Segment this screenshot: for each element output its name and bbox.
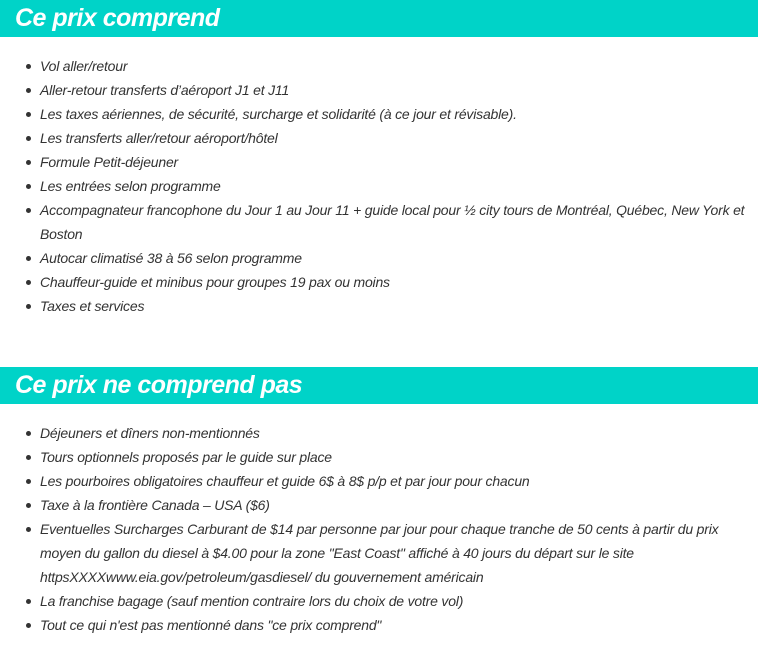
bullet-icon xyxy=(26,184,31,189)
list-item xyxy=(40,469,754,493)
list-item xyxy=(40,270,754,294)
bullet-icon xyxy=(26,431,31,436)
list-item xyxy=(40,294,754,318)
included-section xyxy=(0,0,758,318)
list-item-text: Déjeuners et dîners non-mentionnés xyxy=(40,425,260,441)
list-item-text: Les taxes aériennes, de sécurité, surcharge et solidarité (à ce jour et révisable). xyxy=(40,106,517,122)
bullet-icon xyxy=(26,479,31,484)
bullet-icon xyxy=(26,208,31,213)
list-item xyxy=(40,589,754,613)
list-item xyxy=(40,613,754,637)
bullet-icon xyxy=(26,256,31,261)
bullet-icon xyxy=(26,599,31,604)
list-item-text: Taxe à la frontière Canada – USA ($6) xyxy=(40,497,270,513)
list-item-text: Tout ce qui n'est pas mentionné dans "ce prix comprend" xyxy=(40,617,382,633)
list-item xyxy=(40,54,754,78)
bullet-icon xyxy=(26,64,31,69)
list-item xyxy=(40,150,754,174)
list-item-text: Vol aller/retour xyxy=(40,58,128,74)
bullet-icon xyxy=(26,280,31,285)
list-item xyxy=(40,445,754,469)
list-item-text: Formule Petit-déjeuner xyxy=(40,154,178,170)
list-item-text: Les pourboires obligatoires chauffeur et guide 6$ à 8$ p/p et par jour pour chacun xyxy=(40,473,530,489)
list-item-text: Les entrées selon programme xyxy=(40,178,221,194)
bullet-icon xyxy=(26,304,31,309)
list-item xyxy=(40,102,754,126)
excluded-list xyxy=(0,421,758,637)
list-item xyxy=(40,517,754,589)
list-item xyxy=(40,126,754,150)
bullet-icon xyxy=(26,136,31,141)
excluded-section xyxy=(0,367,758,637)
bullet-icon xyxy=(26,88,31,93)
list-item-text: Eventuelles Surcharges Carburant de $14 par personne par jour pour chaque tranche de 50 cents à partir du prix moyen du gallon du diesel à $4.00 pour la zone "East Coast" affiché à 40 jours du départ sur le site httpsXXXXwww.eia.gov/petroleum/gasdiesel/ du gouvernement américain xyxy=(40,521,719,585)
bullet-icon xyxy=(26,527,31,532)
list-item-text: Tours optionnels proposés par le guide sur place xyxy=(40,449,332,465)
list-item-text: Chauffeur-guide et minibus pour groupes 19 pax ou moins xyxy=(40,274,390,290)
list-item xyxy=(40,78,754,102)
list-item-text: Taxes et services xyxy=(40,298,145,314)
excluded-heading: Ce prix ne comprend pas xyxy=(0,367,758,404)
bullet-icon xyxy=(26,623,31,628)
list-item-text: La franchise bagage (sauf mention contraire lors du choix de votre vol) xyxy=(40,593,464,609)
bullet-icon xyxy=(26,112,31,117)
bullet-icon xyxy=(26,503,31,508)
list-item xyxy=(40,493,754,517)
list-item xyxy=(40,246,754,270)
included-heading: Ce prix comprend xyxy=(0,0,758,37)
list-item-text: Les transferts aller/retour aéroport/hôtel xyxy=(40,130,278,146)
list-item xyxy=(40,421,754,445)
list-item-text: Autocar climatisé 38 à 56 selon programme xyxy=(40,250,302,266)
list-item-text: Accompagnateur francophone du Jour 1 au Jour 11 + guide local pour ½ city tours de Montréal, Québec, New York et Boston xyxy=(40,202,745,242)
bullet-icon xyxy=(26,455,31,460)
included-list xyxy=(0,54,758,318)
bullet-icon xyxy=(26,160,31,165)
list-item-text: Aller-retour transferts d’aéroport J1 et J11 xyxy=(40,82,290,98)
list-item xyxy=(40,198,754,246)
list-item xyxy=(40,174,754,198)
